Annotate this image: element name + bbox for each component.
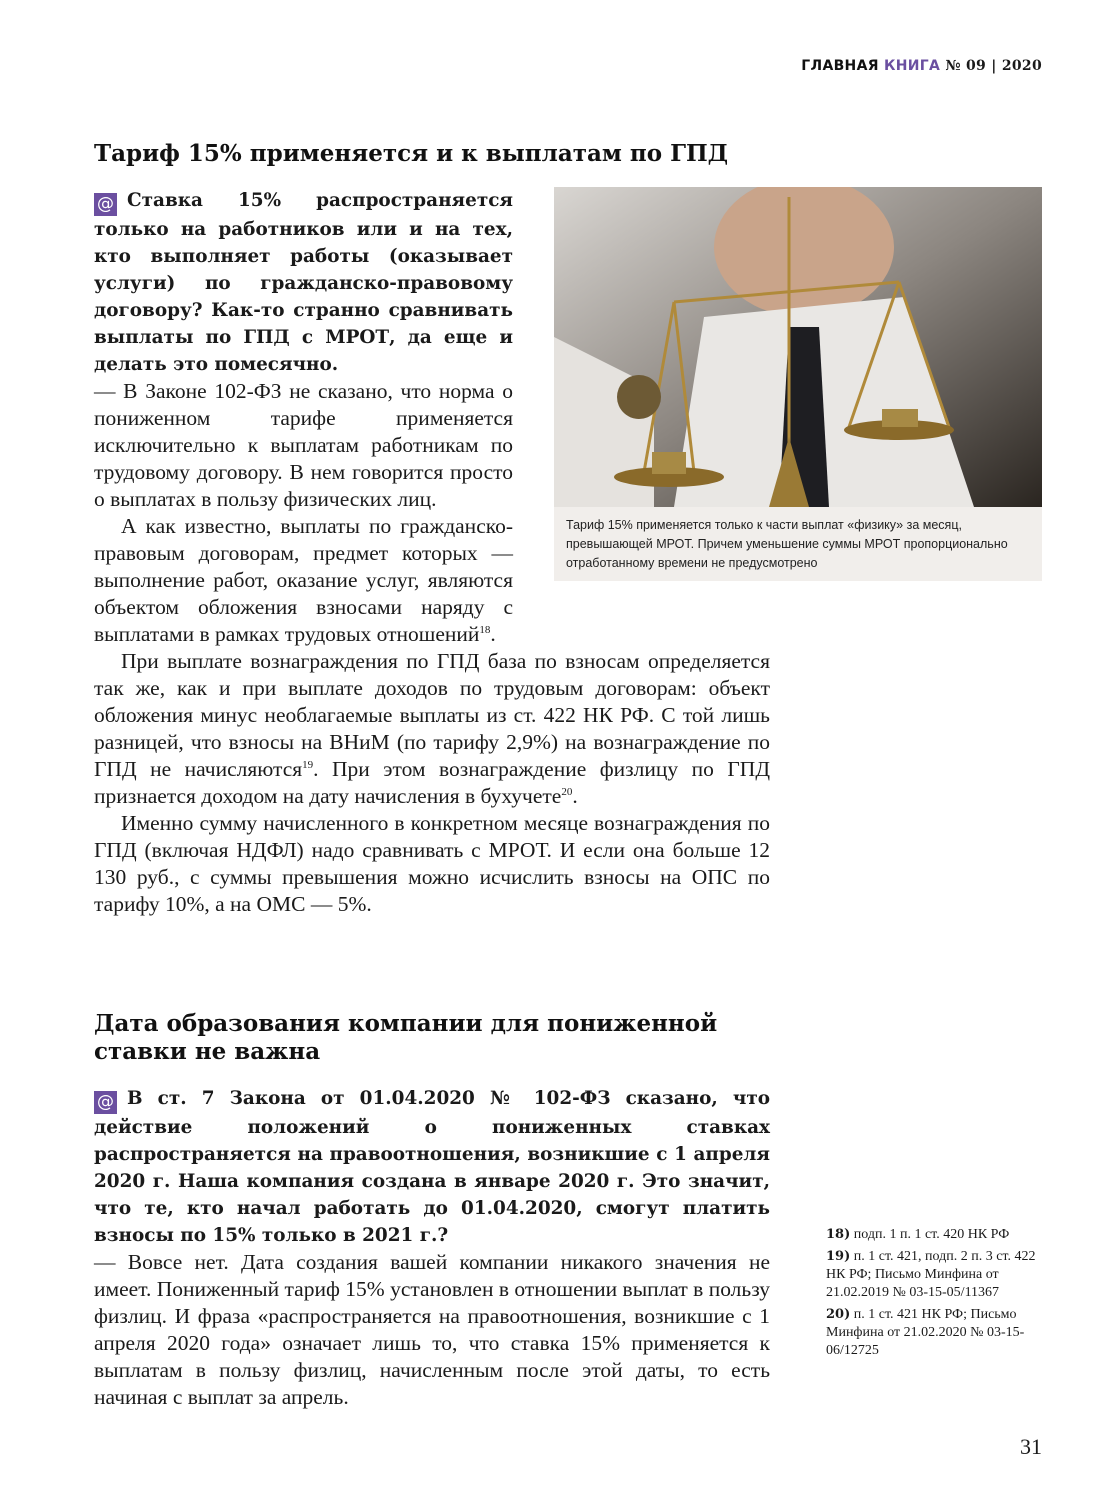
footnote-ref: 18	[479, 623, 491, 636]
section-company-date	[94, 1010, 770, 1411]
answer-paragraph: — В Законе 102-ФЗ не сказано, что норма о пониженном тарифе применяется исключительно к выплатам работникам по трудовому договору. В нем говорится просто о выплатах в пользу физических лиц.	[94, 379, 513, 511]
answer-paragraph: Именно сумму начисленного в конкретном месяце вознаграждения по ГПД (включая НДФЛ) надо сравнивать с МРОТ. И если она больше 12 130 руб., с суммы превышения можно исчислить взносы на ОПС по тарифу 10%, а на ОМС — 5%.	[94, 811, 770, 916]
issue-number: № 09 | 2020	[945, 58, 1042, 74]
footnotes	[826, 1226, 1046, 1364]
brand-part2: КНИГА	[883, 58, 941, 74]
brand-part1: ГЛАВНАЯ	[801, 58, 879, 74]
figure	[554, 187, 1042, 622]
figure-caption: Тариф 15% применяется только к части выплат «физику» за месяц, превышающей МРОТ. Причем уменьшение суммы МРОТ пропорционально отработанному времени не предусмотрено	[554, 507, 1042, 581]
at-icon: @	[94, 1091, 117, 1114]
footnote: 20) п. 1 ст. 421 НК РФ; Письмо Минфина от 21.02.2020 № 03-15-06/12725	[826, 1307, 1025, 1358]
section-title: Тариф 15% применяется и к выплатам по ГПД	[94, 140, 729, 167]
footnote: 19) п. 1 ст. 421, подп. 2 п. 3 ст. 422 НК РФ; Письмо Минфина от 21.02.2019 № 03-15-05/11367	[826, 1249, 1036, 1300]
footnote-ref: 19	[302, 758, 314, 771]
section-gpd	[94, 140, 1008, 918]
answer-paragraph: При выплате вознаграждения по ГПД база по взносам определяется так же, как и при выплате доходов по трудовым договорам: объект обложения минус необлагаемые выплаты из ст. 422 НК РФ. С той лишь разницей, что взносы на ВНиМ (по тарифу 2,9%) на вознаграждение по ГПД не начисляются$^{19}$. При этом вознаграждение физлицу по ГПД признается доходом на дату начисления в бухучете$^{20}$.	[94, 649, 770, 808]
question: @ Ставка 15% распространяется только на работников или и на тех, кто выполняет работы (оказывает услуги) по гражданско-правовому договору? Как-то странно сравнивать выплаты по ГПД с МРОТ, да еще и делать это помесячно.	[94, 190, 513, 375]
footnote: 18) подп. 1 п. 1 ст. 420 НК РФ	[826, 1227, 1010, 1242]
answer-paragraph: А как известно, выплаты по гражданско-правовым договорам, предмет которых — выполнение работ, оказание услуг, являются объектом обложения взносами наряду с выплатами в рамках трудовых отношений$^{18}$.	[94, 514, 513, 646]
page-number: 31	[1020, 1434, 1042, 1459]
question: @ В ст. 7 Закона от 01.04.2020 № 102-ФЗ сказано, что действие положений о пониженных ставках распространяется на правоотношения, возникшие с 1 апреля 2020 г. Наша компания создана в январе 2020 г. Это значит, что те, кто начал работать до 01.04.2020, смогут платить взносы по 15% только в 2021 г.?	[94, 1088, 770, 1246]
at-icon: @	[94, 193, 117, 216]
answer-paragraph: — Вовсе нет. Дата создания вашей компании никакого значения не имеет. Пониженный тариф 15% установлен в отношении выплат в пользу физлиц. И фраза «распространяется на правоотношения, возникшие с 1 апреля 2020 года» означает лишь то, что ставка 15% применяется к выплатам в пользу физлиц, начисленным после этой даты, то есть начиная с выплат за апрель.	[94, 1250, 770, 1409]
footnote-ref: 20	[561, 785, 573, 798]
scales-photo	[554, 187, 1042, 507]
section-title: Дата образования компании для пониженной ставки не важна	[94, 1010, 718, 1065]
running-header	[801, 58, 1042, 74]
